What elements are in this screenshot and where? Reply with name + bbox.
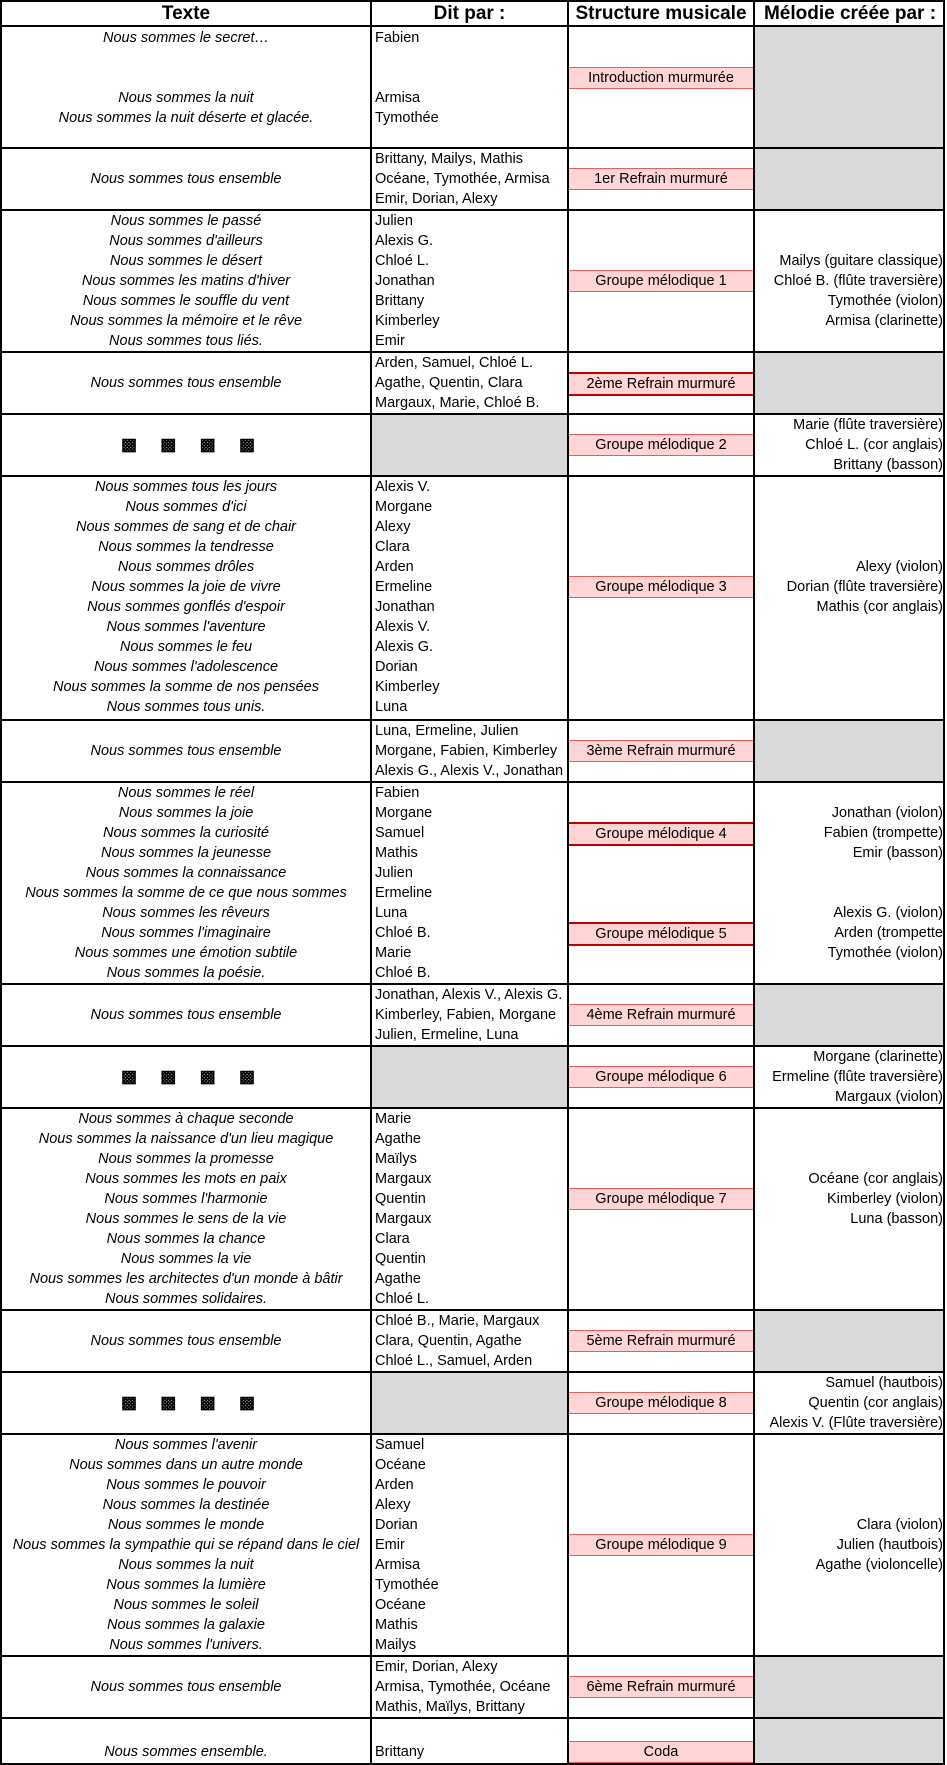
text-line: Nous sommes le feu (119, 639, 253, 655)
melody-credit: Emir (basson) (852, 845, 943, 861)
speaker-name: Agathe, Quentin, Clara (375, 375, 523, 391)
structure-label: Groupe mélodique 3 (569, 576, 753, 598)
text-line: Nous sommes la tendresse (98, 539, 274, 555)
text-line: Nous sommes tous ensemble (90, 1679, 282, 1695)
speaker-name: Alexy (375, 1497, 411, 1513)
ornament-pattern-icon: ▩ (238, 1067, 256, 1086)
text-line: Nous sommes le monde (107, 1517, 265, 1533)
melody-credit: Quentin (cor anglais) (808, 1395, 943, 1411)
speaker-name: Alexis V. (375, 619, 431, 635)
text-line: Nous sommes la poésie. (106, 965, 266, 981)
text-line: Nous sommes d'ailleurs (109, 233, 263, 249)
melody-cell-empty (755, 720, 945, 782)
melody-credit: Océane (cor anglais) (808, 1171, 943, 1187)
speaker-name: Morgane (375, 805, 433, 821)
text-line: Nous sommes l'harmonie (104, 1191, 268, 1207)
text-line: Nous sommes l'imaginaire (101, 925, 271, 941)
text-line: Nous sommes solidaires. (105, 1291, 267, 1307)
structure-label: 4ème Refrain murmuré (569, 1004, 753, 1026)
melody-credit: Armisa (clarinette) (825, 313, 943, 329)
speaker-name: Chloé B., Marie, Margaux (375, 1313, 540, 1329)
speaker-name: Alexis G. (375, 233, 434, 249)
speaker-name: Brittany (375, 1744, 425, 1760)
text-line: Nous sommes la chance (106, 1231, 266, 1247)
text-line: Nous sommes la jeunesse (100, 845, 272, 861)
melody-credit: Chloé L. (cor anglais) (805, 437, 943, 453)
speaker-name: Emir, Dorian, Alexy (375, 1659, 498, 1675)
row-divider (0, 209, 945, 211)
melody-credit: Samuel (hautbois) (825, 1375, 943, 1391)
text-line: Nous sommes le passé (110, 213, 262, 229)
text-line: Nous sommes la curiosité (103, 825, 269, 841)
text-line: Nous sommes la vie (120, 1251, 252, 1267)
structure-label: 5ème Refrain murmuré (569, 1330, 753, 1352)
speaker-name: Océane (375, 1457, 426, 1473)
melody-credit: Alexis G. (violon) (833, 905, 943, 921)
structure-label: Groupe mélodique 2 (569, 434, 753, 456)
header-texte: Texte (161, 3, 211, 24)
ornament-pattern-icon: ▩ (120, 1393, 138, 1412)
melody-credit: Mailys (guitare classique) (779, 253, 943, 269)
speaker-name: Alexis G., Alexis V., Jonathan (375, 763, 564, 779)
speaker-name: Arden, Samuel, Chloé L. (375, 355, 533, 371)
text-line: Nous sommes la somme de nos pensées (53, 679, 319, 695)
speaker-name: Brittany, Mailys, Mathis (375, 151, 523, 167)
text-line: Nous sommes la mémoire et le rêve (69, 313, 303, 329)
column-divider (0, 0, 2, 1765)
structure-label: Groupe mélodique 5 (569, 922, 753, 946)
text-line: Nous sommes l'adolescence (93, 659, 279, 675)
ornament-row (118, 1393, 258, 1413)
text-line: Nous sommes les mots en paix (85, 1171, 287, 1187)
text-line: Nous sommes tous ensemble (90, 1007, 282, 1023)
ornament-pattern-icon: ▩ (238, 435, 256, 454)
speaker-name: Margaux (375, 1171, 432, 1187)
text-line: Nous sommes tous ensemble (90, 171, 282, 187)
text-line: Nous sommes l'univers. (109, 1637, 263, 1653)
speaker-name: Alexis V. (375, 479, 431, 495)
structure-label: Introduction murmurée (569, 67, 753, 89)
melody-credit: Arden (trompette (834, 925, 943, 941)
text-line: Nous sommes le réel (117, 785, 255, 801)
ornament-pattern-icon: ▩ (160, 435, 177, 454)
row-divider (0, 1655, 945, 1657)
text-line: Nous sommes le secret… (103, 30, 269, 46)
structure-label: 1er Refrain murmuré (569, 168, 753, 190)
speaker-name: Clara (375, 539, 410, 555)
speaker-name: Samuel (375, 1437, 425, 1453)
structure-label: 6ème Refrain murmuré (569, 1676, 753, 1698)
speaker-name: Quentin (375, 1251, 426, 1267)
speaker-name: Jonathan (375, 273, 435, 289)
text-line: Nous sommes la nuit (118, 90, 254, 106)
speaker-name: Mathis (375, 845, 418, 861)
text-line: Nous sommes tous ensemble (90, 1333, 282, 1349)
structure-label: 2ème Refrain murmuré (569, 372, 753, 396)
melody-cell-empty (755, 352, 945, 414)
ornament-pattern-icon: ▩ (199, 1393, 216, 1412)
ornament-pattern-icon: ▩ (199, 1067, 216, 1086)
speaker-cell-empty (372, 414, 567, 476)
text-line: Nous sommes la lumière (106, 1577, 266, 1593)
speaker-name: Mathis (375, 1617, 418, 1633)
column-divider (943, 0, 945, 1765)
structure-label: Coda (569, 1741, 753, 1763)
speaker-name: Julien (375, 865, 413, 881)
speaker-name: Maïlys (375, 1151, 417, 1167)
melody-cell-empty (755, 148, 945, 210)
melody-credit: Tymothée (violon) (827, 293, 943, 309)
speaker-name: Alexy (375, 519, 411, 535)
text-line: Nous sommes la joie (118, 805, 254, 821)
text-line: Nous sommes les matins d'hiver (81, 273, 291, 289)
speaker-name: Luna (375, 905, 408, 921)
melody-credit: Margaux (violon) (835, 1089, 943, 1105)
melody-credit: Alexis V. (Flûte traversière) (769, 1415, 943, 1431)
ornament-pattern-icon: ▩ (120, 1067, 138, 1086)
speaker-name: Emir (375, 333, 405, 349)
structure-label: Groupe mélodique 4 (569, 822, 753, 846)
text-line: Nous sommes tous ensemble (90, 743, 282, 759)
melody-credit: Kimberley (violon) (826, 1191, 943, 1207)
speaker-name: Samuel (375, 825, 425, 841)
speaker-name: Marie (375, 945, 412, 961)
text-line: Nous sommes d'ici (125, 499, 247, 515)
column-divider (753, 0, 755, 1765)
melody-cell-empty (755, 1656, 945, 1718)
ornament-row (118, 1067, 258, 1087)
melody-credit: Alexy (violon) (855, 559, 943, 575)
text-line: Nous sommes tous les jours (94, 479, 278, 495)
speaker-name: Armisa (375, 1557, 421, 1573)
speaker-name: Jonathan (375, 599, 435, 615)
text-line: Nous sommes dans un autre monde (69, 1457, 303, 1473)
speaker-name: Luna (375, 699, 408, 715)
text-line: Nous sommes la joie de vivre (91, 579, 281, 595)
text-line: Nous sommes drôles (117, 559, 255, 575)
speaker-name: Tymothée (375, 110, 439, 126)
row-divider (0, 719, 945, 721)
speaker-cell-empty (372, 1372, 567, 1434)
speaker-name: Agathe (375, 1271, 421, 1287)
speaker-name: Chloé B. (375, 925, 431, 941)
column-divider (370, 0, 372, 1765)
text-line: Nous sommes le sens de la vie (85, 1211, 287, 1227)
melody-credit: Brittany (basson) (833, 457, 943, 473)
speaker-name: Fabien (375, 785, 420, 801)
text-line: Nous sommes les architectes d'un monde à bâtir (29, 1271, 343, 1287)
speaker-name: Morgane, Fabien, Kimberley (375, 743, 558, 759)
speaker-name: Ermeline (375, 579, 433, 595)
speaker-name: Jonathan, Alexis V., Alexis G. (375, 987, 563, 1003)
row-divider (0, 983, 945, 985)
speaker-name: Océane, Tymothée, Armisa (375, 171, 550, 187)
speaker-name: Clara (375, 1231, 410, 1247)
text-line: Nous sommes ensemble. (104, 1744, 268, 1760)
structure-label: Groupe mélodique 8 (569, 1392, 753, 1414)
text-line: Nous sommes une émotion subtile (74, 945, 298, 961)
speaker-name: Armisa (375, 90, 421, 106)
text-line: Nous sommes l'avenir (114, 1437, 258, 1453)
row-divider (0, 1107, 945, 1109)
header-structure: Structure musicale (575, 3, 747, 24)
speaker-name: Fabien (375, 30, 420, 46)
speaker-name: Quentin (375, 1191, 426, 1207)
speaker-name: Chloé B. (375, 965, 431, 981)
row-divider (0, 1717, 945, 1719)
speaker-name: Mathis, Maïlys, Brittany (375, 1699, 525, 1715)
text-line: Nous sommes le souffle du vent (82, 293, 290, 309)
speaker-name: Margaux (375, 1211, 432, 1227)
structure-label: Groupe mélodique 1 (569, 270, 753, 292)
speaker-name: Kimberley (375, 679, 440, 695)
speaker-name: Chloé L. (375, 1291, 430, 1307)
speaker-name: Margaux, Marie, Chloé B. (375, 395, 540, 411)
structure-label: Groupe mélodique 6 (569, 1066, 753, 1088)
speaker-name: Tymothée (375, 1577, 439, 1593)
melody-cell-empty (755, 1310, 945, 1372)
melody-credit: Luna (basson) (850, 1211, 943, 1227)
melody-cell-empty (755, 26, 945, 148)
speaker-name: Alexis G. (375, 639, 434, 655)
row-divider (0, 1309, 945, 1311)
row-divider (0, 781, 945, 783)
text-line: Nous sommes la connaissance (85, 865, 287, 881)
row-divider (0, 147, 945, 149)
ornament-pattern-icon: ▩ (120, 435, 138, 454)
row-divider (0, 413, 945, 415)
text-line: Nous sommes le pouvoir (106, 1477, 266, 1493)
text-line: Nous sommes à chaque seconde (78, 1111, 294, 1127)
row-divider (0, 25, 945, 27)
speaker-name: Arden (375, 1477, 414, 1493)
text-line: Nous sommes l'aventure (106, 619, 266, 635)
table-top-border (0, 0, 945, 2)
text-line: Nous sommes tous ensemble (90, 375, 282, 391)
melody-credit: Tymothée (violon) (827, 945, 943, 961)
melody-credit: Fabien (trompette) (823, 825, 943, 841)
speaker-name: Morgane (375, 499, 433, 515)
ornament-row (118, 435, 258, 455)
row-divider (0, 1045, 945, 1047)
melody-credit: Chloé B. (flûte traversière) (773, 273, 943, 289)
ornament-pattern-icon: ▩ (160, 1393, 177, 1412)
speaker-name: Emir (375, 1537, 405, 1553)
melody-credit: Agathe (violoncelle) (815, 1557, 943, 1573)
melody-credit: Marie (flûte traversière) (793, 417, 943, 433)
text-line: Nous sommes tous liés. (109, 333, 263, 349)
ornament-pattern-icon: ▩ (238, 1393, 256, 1412)
text-line: Nous sommes la somme de ce que nous sommes (25, 885, 347, 901)
speaker-name: Arden (375, 559, 414, 575)
melody-credit: Mathis (cor anglais) (816, 599, 943, 615)
melody-cell-empty (755, 984, 945, 1046)
structure-label: 3ème Refrain murmuré (569, 740, 753, 762)
melody-credit: Julien (hautbois) (836, 1537, 943, 1553)
text-line: Nous sommes de sang et de chair (75, 519, 297, 535)
row-divider (0, 1371, 945, 1373)
speaker-name: Armisa, Tymothée, Océane (375, 1679, 551, 1695)
speaker-name: Kimberley, Fabien, Morgane (375, 1007, 557, 1023)
speaker-name: Océane (375, 1597, 426, 1613)
structure-label: Groupe mélodique 9 (569, 1534, 753, 1556)
text-line: Nous sommes le soleil (113, 1597, 259, 1613)
speaker-name: Marie (375, 1111, 412, 1127)
speaker-name: Ermeline (375, 885, 433, 901)
speaker-name: Dorian (375, 1517, 418, 1533)
header-melodie: Mélodie créée par : (763, 3, 937, 24)
speaker-name: Mailys (375, 1637, 417, 1653)
text-line: Nous sommes le désert (109, 253, 263, 269)
melody-credit: Dorian (flûte traversière) (786, 579, 943, 595)
speaker-name: Emir, Dorian, Alexy (375, 191, 498, 207)
speaker-name: Julien, Ermeline, Luna (375, 1027, 519, 1043)
text-line: Nous sommes la sympathie qui se répand dans le ciel (12, 1537, 360, 1553)
text-line: Nous sommes la nuit (118, 1557, 254, 1573)
text-line: Nous sommes les rêveurs (102, 905, 270, 921)
speaker-name: Dorian (375, 659, 418, 675)
text-line: Nous sommes gonflés d'espoir (87, 599, 285, 615)
melody-credit: Ermeline (flûte traversière) (772, 1069, 943, 1085)
row-divider (0, 1433, 945, 1435)
text-line: Nous sommes la promesse (98, 1151, 274, 1167)
text-line: Nous sommes la galaxie (107, 1617, 265, 1633)
speaker-name: Chloé L. (375, 253, 430, 269)
structure-label: Groupe mélodique 7 (569, 1188, 753, 1210)
melody-credit: Morgane (clarinette) (813, 1049, 943, 1065)
header-dit-par: Dit par : (433, 3, 506, 24)
column-divider (567, 0, 569, 1765)
speaker-name: Kimberley (375, 313, 440, 329)
speaker-name: Julien (375, 213, 413, 229)
speaker-cell-empty (372, 1046, 567, 1108)
melody-credit: Clara (violon) (856, 1517, 943, 1533)
melody-credit: Jonathan (violon) (831, 805, 943, 821)
text-line: Nous sommes la nuit déserte et glacée. (58, 110, 314, 126)
text-line: Nous sommes la destinée (102, 1497, 270, 1513)
row-divider (0, 475, 945, 477)
row-divider (0, 351, 945, 353)
speaker-name: Chloé L., Samuel, Arden (375, 1353, 533, 1369)
melody-cell-empty (755, 1718, 945, 1765)
speaker-name: Luna, Ermeline, Julien (375, 723, 519, 739)
text-line: Nous sommes tous unis. (106, 699, 266, 715)
ornament-pattern-icon: ▩ (199, 435, 216, 454)
speaker-name: Clara, Quentin, Agathe (375, 1333, 522, 1349)
ornament-pattern-icon: ▩ (160, 1067, 177, 1086)
speaker-name: Agathe (375, 1131, 421, 1147)
speaker-name: Brittany (375, 293, 425, 309)
text-line: Nous sommes la naissance d'un lieu magique (38, 1131, 334, 1147)
